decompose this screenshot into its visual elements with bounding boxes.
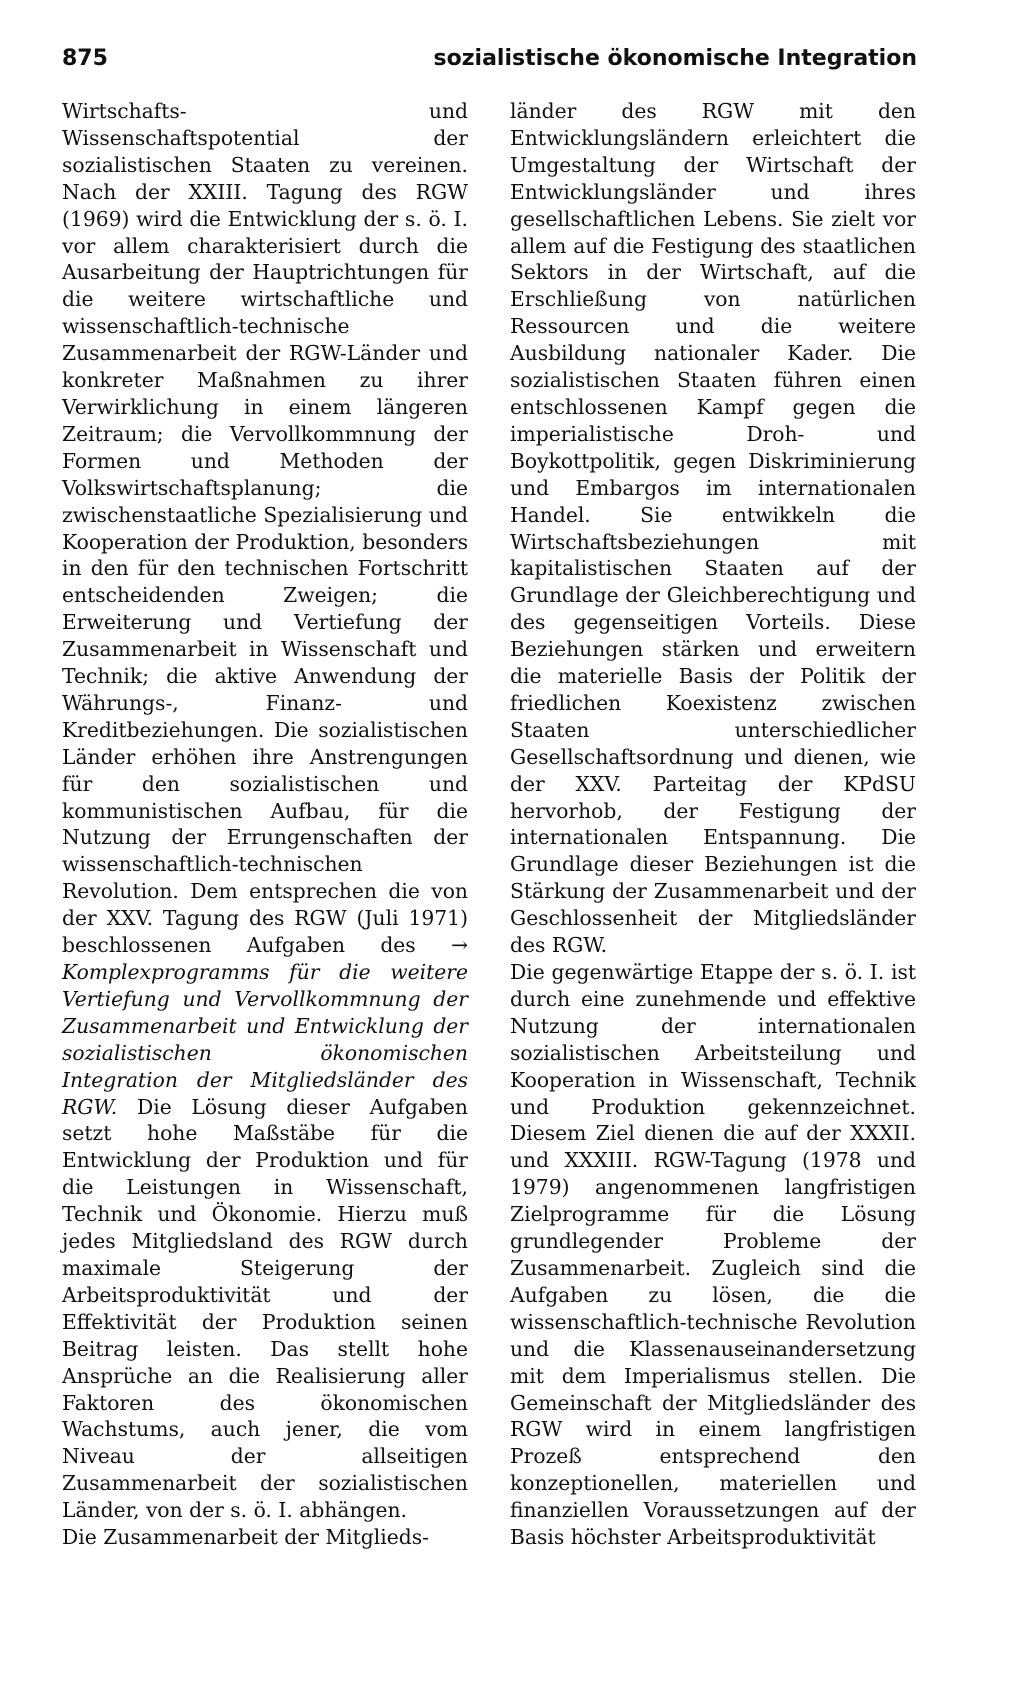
right-column — [510, 98, 916, 1551]
cross-reference[interactable]: Komplexprogramms für die weitere Vertiefung und Vervollkommnung der Zusammenarbeit und Entwicklung der sozialistischen ökonomischen Integration der Mitgliedsländer des RGW. — [62, 960, 468, 1119]
running-head: sozialistische ökonomische Integration — [433, 46, 917, 71]
paragraph-text: Die Lösung dieser Aufgaben setzt hohe Maßstäbe für die Entwicklung der Produktion und für die Leistungen in Wissenschaft, Technik und Ökonomie. Hierzu muß jedes Mitgliedsland des RGW durch maximale Steigerung der Arbeitsproduktivität und der Effektivität der Produktion seinen Beitrag leisten. Das stellt hohe Ansprüche an die Realisierung aller Faktoren des ökonomischen Wachstums, auch jener, die vom Niveau der allseitigen Zusammenarbeit der sozialistischen Länder, von der s. ö. I. abhängen. — [62, 1094, 468, 1523]
paragraph: länder des RGW mit den Entwicklungsländern erleichtert die Umgestaltung der Wirtschaft der Entwicklungsländer und ihres gesellschaftlichen Lebens. Sie zielt vor allem auf die Festigung des staatlichen Sektors in der Wirtschaft, auf die Erschließung von natürlichen Ressourcen und die weitere Ausbildung nationaler Kader. Die sozialistischen Staaten führen einen entschlossenen Kampf gegen die imperialistische Droh- und Boykottpolitik, gegen Diskriminierung und Embargos im internationalen Handel. Sie entwikkeln die Wirtschaftsbeziehungen mit kapitalistischen Staaten auf der Grundlage der Gleichberechtigung und des gegenseitigen Vorteils. Diese Beziehungen stärken und erweitern die materielle Basis der Politik der friedlichen Koexistenz zwischen Staaten unterschiedlicher Gesellschaftsordnung und dienen, wie der XXV. Parteitag der KPdSU hervorhob, der Festigung der internationalen Entspannung. Die Grundlage dieser Beziehungen ist die Stärkung der Zusammenarbeit und der Geschlossenheit der Mitgliedsländer des RGW. — [510, 99, 916, 958]
left-column — [62, 98, 468, 1551]
page-number: 875 — [62, 46, 108, 71]
paragraph: Die gegenwärtige Etappe der s. ö. I. ist durch eine zunehmende und effektive Nutzung der internationalen sozialistischen Arbeitsteilung und Kooperation in Wissenschaft, Technik und Produktion gekennzeichnet. Diesem Ziel dienen die auf der XXXII. und XXXIII. RGW-Tagung (1978 und 1979) angenommenen langfristigen Zielprogramme für die Lösung grundlegender Probleme der Zusammenarbeit. Zugleich sind die Aufgaben zu lösen, die die wissenschaftlich-technische Revolution und die Klassenauseinandersetzung mit dem Imperialismus stellen. Die Gemeinschaft der Mitgliedsländer des RGW wird in einem langfristigen Prozeß entsprechend den konzeptionellen, materiellen und finanziellen Voraussetzungen auf der Basis höchster Arbeitsproduktivität — [510, 960, 916, 1550]
page-header — [62, 44, 917, 78]
paragraph — [62, 98, 468, 1524]
paragraph: Die Zusammenarbeit der Mitglieds- — [62, 1525, 429, 1550]
paragraph-text: Wirtschafts- und Wissenschaftspotential der sozialistischen Staaten zu vereinen. Nach der XXIII. Tagung des RGW (1969) wird die Entwicklung der s. ö. I. vor allem charakterisiert durch die Ausarbeitung der Hauptrichtungen für die weitere wirtschaftliche und wissenschaftlich-technische Zusammenarbeit der RGW-Länder und konkreter Maßnahmen zu ihrer Verwirklichung in einem längeren Zeitraum; die Vervollkommnung der Formen und Methoden der Volkswirtschaftsplanung; die zwischenstaatliche Spezialisierung und Kooperation der Produktion, besonders in den für den technischen Fortschritt entscheidenden Zweigen; die Erweiterung und Vertiefung der Zusammenarbeit in Wissenschaft und Technik; die aktive Anwendung der Währungs-, Finanz- und Kreditbeziehungen. Die sozialistischen Länder erhöhen ihre Anstrengungen für den sozialistischen und kommunistischen Aufbau, für die Nutzung der Errungenschaften der wissenschaftlich-technischen Revolution. Dem entsprechen die von der XXV. Tagung des RGW (Juli 1971) beschlossenen Aufgaben des — [62, 99, 468, 958]
cross-reference-arrow-icon: → — [450, 933, 468, 958]
